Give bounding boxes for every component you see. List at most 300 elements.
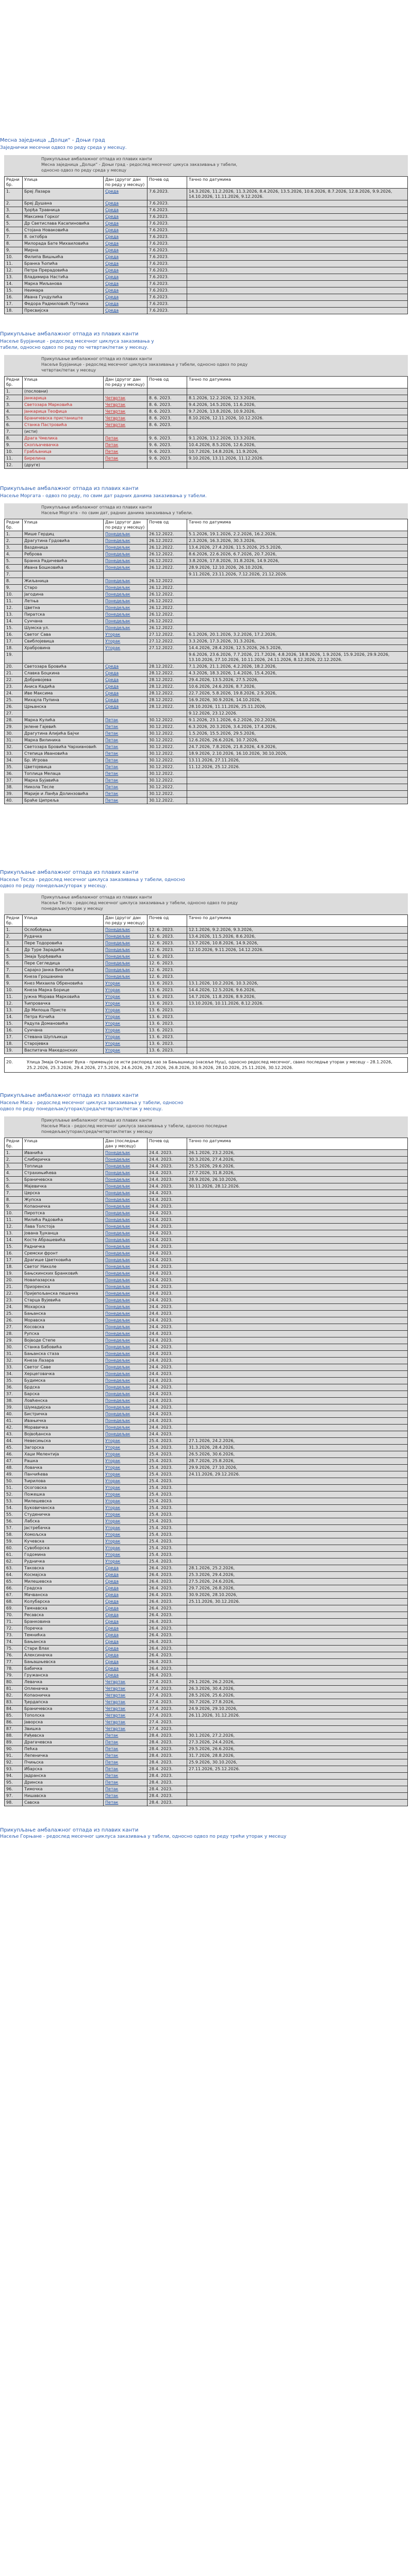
street-name: 8. октобра <box>23 234 104 241</box>
table-row <box>5 1277 408 1284</box>
start-date: 13. 6. 2023. <box>147 1014 187 1021</box>
street-name: Светозара Бровића <box>23 664 104 670</box>
start-date: 28.4. 2023. <box>147 1773 187 1780</box>
street-name: Пећка <box>23 1746 104 1753</box>
start-date: 7.6.2023. <box>147 234 187 241</box>
street-name: Ћипровачка <box>23 1001 104 1007</box>
table-row <box>5 1780 408 1786</box>
table-row <box>5 1766 408 1773</box>
table-row <box>5 1579 408 1585</box>
row-number: 2. <box>5 395 23 402</box>
collection-dates <box>187 1552 408 1558</box>
table-row <box>5 1545 408 1552</box>
start-date: 26.4. 2023. <box>147 1666 187 1672</box>
collection-dates <box>187 771 408 777</box>
collection-dates: 9.6.2026, 23.6.2026, 7.7.2026, 21.7.2026, 4.8.2026, 18.8.2026, 1.9.2026, 15.9.2026, 29.9.2026, 13.10.2026, 27.10.2026, 10.11.2026, 24.11.2026, 8.12.2026, 22.12.2026. <box>187 652 408 664</box>
section-lead: Насеље Бурјанице - редослед месечног циклуса заказивања у табели, односно одвоз по реду по четвртак/петак у месецу. <box>0 339 154 350</box>
street-name: Браничевска <box>23 1177 104 1183</box>
row-number: 85. <box>5 1713 23 1719</box>
collection-day: Понедељак <box>104 1351 147 1358</box>
start-date: 24.4. 2023. <box>147 1277 187 1284</box>
street-name: Марка Бујавића <box>23 777 104 784</box>
start-date: 28.12.2022. <box>147 704 187 710</box>
start-date: 28.4. 2023. <box>147 1780 187 1786</box>
table-row <box>5 545 408 551</box>
collection-day: Четвртак <box>104 1726 147 1733</box>
collection-dates <box>187 1324 408 1331</box>
start-date: 7.6.2023. <box>147 214 187 221</box>
start-date: 24.4. 2023. <box>147 1384 187 1391</box>
street-name: Сунчана <box>23 1027 104 1034</box>
table-row <box>5 1001 408 1007</box>
table-row <box>5 435 408 442</box>
collection-dates: 9.4.2026, 14.5.2026, 11.6.2026, <box>187 402 408 409</box>
table-row <box>5 558 408 565</box>
collection-day: Уторак <box>104 632 147 638</box>
row-number: 49. <box>5 1471 23 1478</box>
table-row <box>5 1659 408 1666</box>
table-row <box>5 967 408 974</box>
row-number: 37. <box>5 1391 23 1398</box>
collection-day: Петак <box>104 455 147 462</box>
street-name: Гружанска <box>23 1672 104 1679</box>
column-header: Почев од <box>147 177 187 189</box>
collection-day: Уторак <box>104 1041 147 1047</box>
start-date: 26.4. 2023. <box>147 1599 187 1605</box>
collection-day: Понедељак <box>104 1317 147 1324</box>
start-date <box>147 652 187 664</box>
start-date: 26.4. 2023. <box>147 1605 187 1612</box>
collection-day: Понедељак <box>104 934 147 940</box>
collection-dates <box>187 1344 408 1351</box>
row-number: 55. <box>5 1512 23 1518</box>
row-number: 7. <box>5 1190 23 1197</box>
row-number: 10. <box>5 591 23 598</box>
street-name: Драгутина Алијића Бајчи <box>23 731 104 737</box>
collection-day: Понедељак <box>104 1371 147 1378</box>
street-name: Хомољска <box>23 1532 104 1538</box>
table-row <box>5 1719 408 1726</box>
collection-day: Понедељак <box>104 1391 147 1398</box>
start-date: 12. 6. 2023. <box>147 960 187 967</box>
street-name: Милешевска <box>23 1498 104 1505</box>
collection-dates: 27.3.2026, 24.4.2026, <box>187 1739 408 1746</box>
row-number: 11. <box>5 1217 23 1224</box>
row-number: 13. <box>5 1230 23 1237</box>
start-date: 30.12.2022. <box>147 751 187 757</box>
column-header: Улица <box>23 377 104 388</box>
collection-dates <box>187 1619 408 1625</box>
collection-dates <box>187 227 408 234</box>
collection-day: Понедељак <box>104 1190 147 1197</box>
row-number: 6. <box>5 565 23 571</box>
collection-day: Понедељак <box>104 1157 147 1163</box>
start-date: 26.4. 2023. <box>147 1565 187 1572</box>
collection-day: Среда <box>104 301 147 308</box>
collection-dates <box>187 1431 408 1438</box>
table-row <box>5 1532 408 1538</box>
start-date: 24.4. 2023. <box>147 1411 187 1418</box>
collection-dates <box>187 1498 408 1505</box>
collection-dates <box>187 1270 408 1277</box>
collection-dates <box>187 974 408 980</box>
start-date: 24.4. 2023. <box>147 1230 187 1237</box>
street-name: Владимира Настића <box>23 274 104 281</box>
collection-day: Четвртак <box>104 415 147 422</box>
street-name: Кучевска <box>23 1538 104 1545</box>
collection-dates <box>187 798 408 804</box>
row-number: 87. <box>5 1726 23 1733</box>
collection-dates: 13.4.2026, 27.4.2026, 11.5.2026, 25.5.2026, <box>187 545 408 551</box>
column-header: Дан (другог дан по реду у месецу) <box>104 377 147 388</box>
start-date: 30.12.2022. <box>147 717 187 724</box>
collection-dates <box>187 1659 408 1666</box>
table-row <box>5 690 408 697</box>
collection-day: Петак <box>104 764 147 771</box>
row-number: 5. <box>5 1177 23 1183</box>
street-name: Бањскинских Бранковић <box>23 1270 104 1277</box>
street-name: Јанкарица Теофица <box>23 409 104 415</box>
collection-day: Четвртак <box>104 1699 147 1706</box>
row-number: 33. <box>5 1364 23 1371</box>
table-row <box>5 308 408 314</box>
street-name: Марка Вилиника <box>23 737 104 744</box>
collection-day: Понедељак <box>104 1311 147 1317</box>
collection-dates: 10.4.2026, 8.5.2026, 12.6.2026, <box>187 442 408 449</box>
row-number: 22. <box>5 677 23 684</box>
collection-day: Петак <box>104 737 147 744</box>
section-title: Прикупљање амбалажног отпада из плавих канти <box>0 870 139 875</box>
collection-day: Понедељак <box>104 591 147 598</box>
table-row <box>5 927 408 934</box>
street-name: Ослобођења <box>23 927 104 934</box>
column-header: Тачно по датумима <box>187 1138 408 1150</box>
table-row <box>5 618 408 625</box>
row-number: 47. <box>5 1458 23 1465</box>
start-date: 28.4. 2023. <box>147 1766 187 1773</box>
table-row <box>5 254 408 261</box>
street-name: Ловћенска <box>23 1398 104 1404</box>
table-row <box>5 764 408 771</box>
collection-dates <box>187 1371 408 1378</box>
schedule-card <box>4 1116 408 1806</box>
street-name: Брдска <box>23 1384 104 1391</box>
table-row <box>5 1605 408 1612</box>
table-row <box>5 1351 408 1358</box>
table-row <box>5 1284 408 1291</box>
collection-dates: 13.7.2026, 10.8.2026, 14.9.2026, <box>187 940 408 947</box>
table-row <box>5 1291 408 1297</box>
row-number: 6. <box>5 422 23 429</box>
table-row <box>5 1639 408 1646</box>
street-name: Барска <box>23 1391 104 1398</box>
table-row <box>5 1800 408 1806</box>
collection-day: Петак <box>104 791 147 798</box>
start-date: 26.4. 2023. <box>147 1639 187 1646</box>
collection-dates: 24.9.2026, 29.10.2026, <box>187 1706 408 1713</box>
collection-dates <box>187 1230 408 1237</box>
row-number: 3. <box>5 545 23 551</box>
street-name: Бр. Игрова <box>23 757 104 764</box>
collection-dates: 25.9.2026, 30.10.2026, <box>187 1759 408 1766</box>
collection-dates: 31.3.2026, 28.4.2026, <box>187 1445 408 1451</box>
start-date: 26.12.2022. <box>147 585 187 591</box>
collection-dates <box>187 954 408 960</box>
collection-day: Понедељак <box>104 618 147 625</box>
row-number: 77. <box>5 1659 23 1666</box>
row-number: 15. <box>5 1244 23 1250</box>
table-row <box>5 1163 408 1170</box>
table-row <box>5 531 408 538</box>
column-header: Почев од <box>147 915 187 927</box>
table-row <box>5 207 408 214</box>
start-date: 26.4. 2023. <box>147 1625 187 1632</box>
row-number: 18. <box>5 1264 23 1270</box>
table-row <box>5 1478 408 1485</box>
collection-day: Петак <box>104 777 147 784</box>
table-row <box>5 960 408 967</box>
collection-dates <box>187 784 408 791</box>
row-number: 32. <box>5 744 23 751</box>
row-number: 59. <box>5 1538 23 1545</box>
collection-day: Четвртак <box>104 1679 147 1686</box>
schedule-table <box>4 376 408 469</box>
collection-dates <box>187 1224 408 1230</box>
table-row <box>5 294 408 301</box>
collection-dates: 12.1.2026, 9.2.2026, 9.3.2026, <box>187 927 408 934</box>
start-date: 30.12.2022. <box>147 777 187 784</box>
street-name: Тополска <box>23 1713 104 1719</box>
start-date: 25.4. 2023. <box>147 1445 187 1451</box>
row-number: 13. <box>5 274 23 281</box>
collection-dates: 1.5.2026, 15.5.2026, 29.5.2026, <box>187 731 408 737</box>
column-header: Улица <box>23 519 104 531</box>
table-row <box>5 455 408 462</box>
table-row <box>5 1041 408 1047</box>
street-name: Сунчана <box>23 618 104 625</box>
street-name: Максима Горког <box>23 214 104 221</box>
start-date: 7.6.2023. <box>147 200 187 207</box>
start-date: 26.12.2022. <box>147 565 187 571</box>
table-row <box>5 1358 408 1364</box>
street-name: Студеничка <box>23 1512 104 1518</box>
table-row <box>5 409 408 415</box>
collection-day: Петак <box>104 1800 147 1806</box>
table-row <box>5 585 408 591</box>
collection-day: Понедељак <box>104 1431 147 1438</box>
street-name: Годомина <box>23 1552 104 1558</box>
street-name: Ибарска <box>23 1766 104 1773</box>
collection-dates <box>187 1793 408 1800</box>
collection-day: Понедељак <box>104 1378 147 1384</box>
section-title: Прикупљање амбалажног отпада из плавих канти <box>0 331 139 337</box>
collection-day: Четвртак <box>104 1706 147 1713</box>
table-row <box>5 591 408 598</box>
collection-day: Уторак <box>104 1458 147 1465</box>
collection-dates: 27.5.2026, 24.6.2026, <box>187 1579 408 1585</box>
row-number: 62. <box>5 1558 23 1565</box>
street-name: Светозара Марковића <box>23 402 104 409</box>
collection-dates: 30.9.2026, 28.10.2026, <box>187 1592 408 1599</box>
table-row <box>5 1411 408 1418</box>
row-number: 38. <box>5 784 23 791</box>
table-row <box>5 791 408 798</box>
collection-day: Понедељак <box>104 1425 147 1431</box>
street-name: Драгачевска <box>23 1739 104 1746</box>
start-date: 28.4. 2023. <box>147 1800 187 1806</box>
start-date: 24.4. 2023. <box>147 1190 187 1197</box>
street-name: Лепеничка <box>23 1753 104 1759</box>
start-date: 24.4. 2023. <box>147 1224 187 1230</box>
street-name: Копаоничка <box>23 1692 104 1699</box>
row-number: 58. <box>5 1532 23 1538</box>
street-name: Бранка Ћопића <box>23 261 104 267</box>
table-row <box>5 1324 408 1331</box>
table-row <box>5 1371 408 1378</box>
start-date: 24.4. 2023. <box>147 1217 187 1224</box>
collection-day: Петак <box>104 1780 147 1786</box>
collection-day: Среда <box>104 684 147 690</box>
card-header: Прикупљање амбалажног отпада из плавих канти Насеље Моргата - по свим дат, радних данима заказивања у табели. <box>41 505 193 515</box>
row-number: 25. <box>5 697 23 704</box>
table-row <box>5 1679 408 1686</box>
collection-dates: 22.7.2026, 5.8.2026, 19.8.2026, 2.9.2026, <box>187 690 408 697</box>
table-row <box>5 1391 408 1398</box>
start-date: 27.12.2022. <box>147 632 187 638</box>
row-number: 12. <box>5 605 23 612</box>
street-name: Кнеза Марка Борице <box>23 987 104 994</box>
collection-dates <box>187 1384 408 1391</box>
start-date: 12. 6. 2023. <box>147 954 187 960</box>
start-date: 13. 6. 2023. <box>147 1041 187 1047</box>
street-name: Пријепољанска пешачка <box>23 1291 104 1297</box>
street-name: Рудачка <box>23 934 104 940</box>
street-name: Радничка <box>23 1244 104 1250</box>
column-header: Улица <box>23 177 104 189</box>
table-row <box>5 1027 408 1034</box>
collection-dates: 7.1.2026, 21.1.2026, 4.2.2026, 18.2.2026, <box>187 664 408 670</box>
row-number: 24. <box>5 690 23 697</box>
collection-day: Среда <box>104 1619 147 1625</box>
collection-day: Уторак <box>104 1525 147 1532</box>
start-date: 24.4. 2023. <box>147 1264 187 1270</box>
row-number: 71. <box>5 1619 23 1625</box>
schedule-card <box>4 503 408 804</box>
street-name: Ресавска <box>23 1612 104 1619</box>
row-number: 41. <box>5 1418 23 1425</box>
collection-dates <box>187 254 408 261</box>
street-name: Пожешка <box>23 1492 104 1498</box>
table-row <box>5 605 408 612</box>
section-morgata <box>0 485 412 804</box>
collection-day: Уторак <box>104 1445 147 1451</box>
collection-dates <box>187 1786 408 1793</box>
collection-dates: 6.3.2026, 20.3.2026, 3.4.2026, 17.4.2026, <box>187 724 408 731</box>
start-date: 25.4. 2023. <box>147 1552 187 1558</box>
collection-day: Среда <box>104 1585 147 1592</box>
street-name: Михајла Пупина <box>23 697 104 704</box>
row-number: 1. <box>5 1150 23 1157</box>
collection-dates <box>187 1558 408 1565</box>
row-number: 7. <box>5 234 23 241</box>
row-number: 2. <box>5 934 23 940</box>
collection-dates <box>187 1007 408 1014</box>
table-row <box>5 214 408 221</box>
start-date: 30.12.2022. <box>147 737 187 744</box>
row-number: 76. <box>5 1652 23 1659</box>
collection-day: Понедељак <box>104 960 147 967</box>
street-name: Опленачка <box>23 1686 104 1692</box>
collection-day: Петак <box>104 771 147 777</box>
collection-dates <box>187 1197 408 1204</box>
table-row <box>5 287 408 294</box>
collection-day: Петак <box>104 798 147 804</box>
street-name: Ловачка <box>23 1465 104 1471</box>
street-name: Јелене Гајевић <box>23 724 104 731</box>
table-row <box>5 1713 408 1719</box>
street-name: Мирна <box>23 247 104 254</box>
collection-day: Петак <box>104 744 147 751</box>
collection-dates <box>187 1297 408 1304</box>
collection-dates <box>187 1773 408 1780</box>
table-row <box>5 798 408 804</box>
row-number: 68. <box>5 1599 23 1605</box>
table-row <box>5 1398 408 1404</box>
table-row <box>5 934 408 940</box>
collection-dates <box>187 301 408 308</box>
street-name: Јована Ђуканца <box>23 1230 104 1237</box>
street-name: Никола Тесле <box>23 784 104 791</box>
section-gornjane <box>0 1827 412 1840</box>
table-row <box>5 1592 408 1599</box>
row-number: 19. <box>5 652 23 664</box>
row-number: 82. <box>5 1692 23 1699</box>
start-date: 26.12.2022. <box>147 612 187 618</box>
row-number: 19. <box>5 1047 23 1054</box>
collection-day: Понедељак <box>104 967 147 974</box>
street-name: Неимара <box>23 287 104 294</box>
street-name: Драгутина Грдовића <box>23 538 104 545</box>
table-row <box>5 677 408 684</box>
collection-dates: 9.11.2026, 23.11.2026, 7.12.2026, 21.12.2026. <box>187 571 408 578</box>
table-row <box>5 189 408 200</box>
start-date: 30.12.2022. <box>147 744 187 751</box>
table-row <box>5 1471 408 1478</box>
collection-day: Петак <box>104 1773 147 1780</box>
row-number: 7. <box>5 571 23 578</box>
collection-day: Понедељак <box>104 974 147 980</box>
table-row <box>5 751 408 757</box>
collection-day: Среда <box>104 1652 147 1659</box>
street-name: Драга Чмелика <box>23 435 104 442</box>
collection-dates: 27.11.2026, 25.12.2026. <box>187 1766 408 1773</box>
column-header: Редни бр. <box>5 519 23 531</box>
collection-day: Среда <box>104 1605 147 1612</box>
collection-day: Среда <box>104 677 147 684</box>
table-row <box>5 1270 408 1277</box>
collection-dates: 28.5.2026, 25.6.2026, <box>187 1692 408 1699</box>
street-name: Топлица Мелаца <box>23 771 104 777</box>
start-date: 24.4. 2023. <box>147 1398 187 1404</box>
collection-day: Уторак <box>104 1027 147 1034</box>
collection-day: Среда <box>104 221 147 227</box>
street-name: Рудничка <box>23 1558 104 1565</box>
table-row <box>5 551 408 558</box>
start-date: 30.12.2022. <box>147 731 187 737</box>
start-date: 9. 6. 2023. <box>147 455 187 462</box>
row-number: 34. <box>5 1371 23 1378</box>
start-date: 25.4. 2023. <box>147 1492 187 1498</box>
